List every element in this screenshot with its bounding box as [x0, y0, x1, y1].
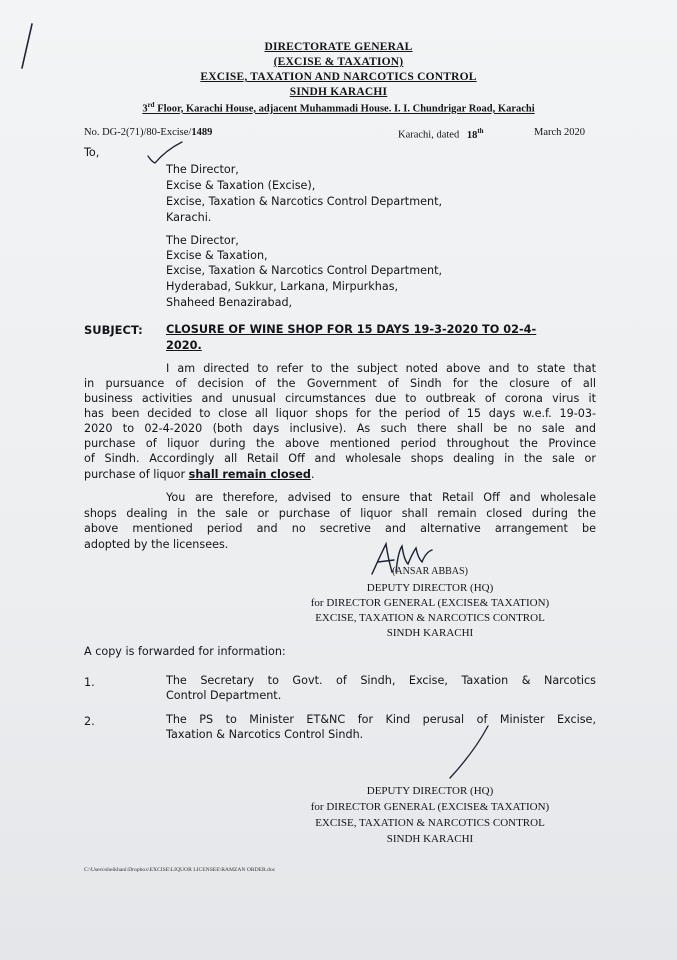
footer-file-path: C:\Users\sheikhani\Dropbox\EXCISE\LIQUOR LICENSEE\RAMZAN ORDER.doc: [84, 867, 276, 873]
copy-item-number: 2.: [84, 715, 95, 728]
para1-line: 2020 to 02-4-2020 (both days inclusive). As such there shall be no sale and: [84, 422, 596, 435]
address-rest: Floor, Karachi House, adjacent Muhammadi House. I. I. Chundrigar Road, Karachi: [154, 103, 535, 115]
recipient1-line: Excise, Taxation & Narcotics Control Department,: [166, 195, 443, 208]
para2-line: above mentioned period and no secretive and alternative arrangement be: [84, 522, 596, 535]
date-day-sup: th: [477, 127, 484, 135]
copy-item-line: Control Department.: [166, 689, 282, 702]
para1-line: I am directed to refer to the subject noted above and to state that: [166, 362, 596, 375]
reference-date: [398, 127, 484, 141]
signatory2-dept: EXCISE, TAXATION & NARCOTICS CONTROL: [315, 817, 545, 829]
signatory-for-line: for DIRECTOR GENERAL (EXCISE& TAXATION): [310, 597, 550, 609]
subject-label: SUBJECT:: [84, 323, 143, 337]
subject-line2: 2020.: [166, 339, 202, 352]
subject-line1: CLOSURE OF WINE SHOP FOR 15 DAYS 19-3-2020 TO 02-4-: [166, 323, 537, 336]
letterhead-line1: DIRECTORATE GENERAL: [264, 41, 413, 53]
para1-line: business activities and unusual circumstances due to outbreak of corona virus it: [84, 392, 596, 405]
letterhead-line2: (EXCISE & TAXATION): [273, 56, 404, 68]
recipient2-line: Excise & Taxation,: [166, 249, 268, 262]
para2-line: shops dealing in the sale or purchase of liquor shall remain closed during the: [84, 507, 596, 520]
signatory-name: (ANSAR ABBAS): [392, 566, 468, 577]
date-day: 18: [466, 129, 478, 141]
pen-slash-mark: [444, 722, 494, 782]
copy-intro: A copy is forwarded for information:: [84, 645, 286, 658]
para1-emphasis: shall remain closed: [188, 468, 311, 481]
signatory2-city: SINDH KARACHI: [386, 833, 474, 845]
para2-line: adopted by the licensees.: [84, 538, 229, 551]
signatory-title: DEPUTY DIRECTOR (HQ): [366, 582, 494, 594]
signatory-city: SINDH KARACHI: [386, 627, 474, 639]
para1-line: has been decided to close all liquor shops for the period of 15 days w.e.f. 19-03-: [84, 407, 596, 420]
address-floor-sup: rd: [147, 101, 155, 109]
letterhead-address: [0, 101, 677, 115]
recipient2-line: Hyderabad, Sukkur, Larkana, Mirpurkhas,: [166, 280, 399, 293]
para1-end: .: [310, 468, 315, 481]
copy-item-line: Taxation & Narcotics Control Sindh.: [166, 728, 364, 741]
recipient2-line: The Director,: [166, 234, 239, 247]
address-floor: 3: [142, 103, 148, 115]
recipient2-line: Shaheed Benazirabad,: [166, 296, 293, 309]
to-label: To,: [84, 146, 100, 159]
para1-line: purchase of liquor during the above mentioned period throughout the Province: [84, 437, 596, 450]
letterhead-line3: EXCISE, TAXATION AND NARCOTICS CONTROL: [200, 71, 477, 83]
recipient1-line: The Director,: [166, 163, 239, 176]
reference-number: [84, 127, 212, 138]
signatory2-for-line: for DIRECTOR GENERAL (EXCISE& TAXATION): [310, 801, 550, 813]
copy-item-line: The PS to Minister ET&NC for Kind perusal of Minister Excise,: [166, 713, 596, 726]
recipient1-line: Karachi.: [166, 211, 212, 224]
letterhead-line4: SINDH KARACHI: [289, 86, 388, 98]
recipient2-line: Excise, Taxation & Narcotics Control Department,: [166, 264, 443, 277]
reference-prefix: No. DG-2(71)/80-Excise/: [84, 127, 192, 138]
signatory-dept: EXCISE, TAXATION & NARCOTICS CONTROL: [315, 612, 545, 624]
para1-line: in pursuance of decision of the Government of Sindh for the closure of all: [84, 377, 596, 390]
para1-last: purchase of liquor: [84, 468, 189, 481]
place-dated: Karachi, dated: [398, 129, 460, 141]
copy-item-line: The Secretary to Govt. of Sindh, Excise, Taxation & Narcotics: [166, 674, 596, 687]
recipient1-line: Excise & Taxation (Excise),: [166, 179, 316, 192]
para1-line: of Sindh. Accordingly all Retail Off and wholesale shops dealing in the sale or: [84, 452, 596, 465]
date-month-year: March 2020: [534, 127, 586, 138]
signatory2-title: DEPUTY DIRECTOR (HQ): [366, 785, 494, 797]
para2-line: You are therefore, advised to ensure that Retail Off and wholesale: [166, 491, 596, 504]
para1-last-line: [84, 468, 314, 481]
reference-num: 1489: [191, 127, 213, 138]
copy-item-number: 1.: [84, 676, 95, 689]
